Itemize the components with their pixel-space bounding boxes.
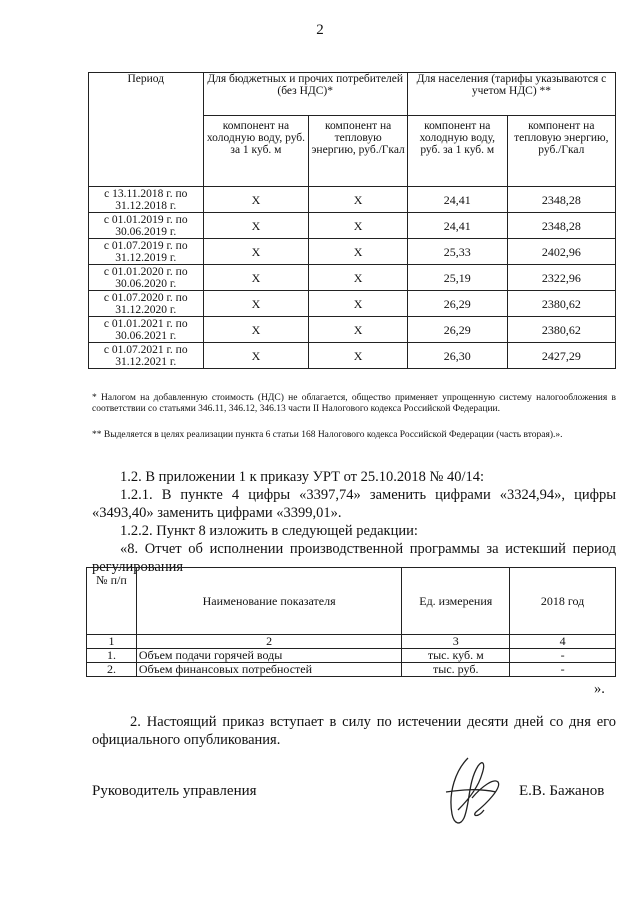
header-pop-heat: компонент на тепловую энергию, руб./Гкал	[507, 116, 615, 187]
row-budget-cold: X	[203, 291, 309, 317]
row-budget-heat: X	[309, 343, 408, 369]
col-number-4: 4	[510, 635, 616, 649]
row-unit: тыс. руб.	[402, 663, 510, 677]
table-row	[89, 213, 616, 239]
row-budget-heat: X	[309, 187, 408, 213]
footnote-tax-code: ** Выделяется в целях реализации пункта 6 статьи 168 Налогового кодекса Российской Федерации (часть вторая).».	[92, 430, 563, 440]
header-unit: Ед. измерения	[402, 568, 510, 635]
paragraph-2: 2. Настоящий приказ вступает в силу по истечении десяти дней со дня его официального опубликования.	[92, 714, 616, 748]
table-row	[89, 265, 616, 291]
row-period: с 01.07.2019 г. по 31.12.2019 г.	[89, 239, 204, 265]
header-population-group: Для населения (тарифы указываются с учетом НДС) **	[407, 73, 615, 116]
row-budget-heat: X	[309, 265, 408, 291]
row-pop-cold: 24,41	[407, 187, 507, 213]
report-table	[86, 567, 616, 677]
table-row	[87, 663, 616, 677]
row-budget-cold: X	[203, 265, 309, 291]
tariff-table	[88, 72, 616, 369]
row-pop-cold: 26,29	[407, 317, 507, 343]
row-num: 1.	[87, 649, 137, 663]
col-number-2: 2	[136, 635, 401, 649]
header-budget-group: Для бюджетных и прочих потребителей (без НДС)*	[203, 73, 407, 116]
row-num: 2.	[87, 663, 137, 677]
header-year: 2018 год	[510, 568, 616, 635]
row-budget-heat: X	[309, 291, 408, 317]
header-period: Период	[89, 73, 204, 187]
row-budget-cold: X	[203, 213, 309, 239]
row-pop-heat: 2402,96	[507, 239, 615, 265]
row-budget-cold: X	[203, 343, 309, 369]
row-indicator: Объем подачи горячей воды	[136, 649, 401, 663]
col-number-1: 1	[87, 635, 137, 649]
row-indicator: Объем финансовых потребностей	[136, 663, 401, 677]
row-pop-cold: 24,41	[407, 213, 507, 239]
row-budget-cold: X	[203, 239, 309, 265]
row-period: с 01.07.2020 г. по 31.12.2020 г.	[89, 291, 204, 317]
table-row	[89, 187, 616, 213]
handwritten-signature	[438, 752, 508, 832]
row-year: -	[510, 649, 616, 663]
footnote-vat: * Налогом на добавленную стоимость (НДС) не облагается, общество применяет упрощенную систему налогообложения в соответствии со статьями 346.11, 346.12, 346.13 части II Налогового кодекса Российской Федерации.	[92, 393, 616, 414]
paragraph-item-8: «8. Отчет об исполнении производственной программы за истекший период регулирования	[92, 541, 616, 575]
row-pop-heat: 2380,62	[507, 291, 615, 317]
paragraph-1-2-2: 1.2.2. Пункт 8 изложить в следующей редакции:	[120, 523, 418, 539]
row-period: с 13.11.2018 г. по 31.12.2018 г.	[89, 187, 204, 213]
col-number-3: 3	[402, 635, 510, 649]
row-pop-cold: 25,33	[407, 239, 507, 265]
header-num: № п/п	[87, 568, 137, 635]
row-pop-cold: 26,29	[407, 291, 507, 317]
closing-quote: ».	[594, 681, 605, 697]
row-pop-cold: 25,19	[407, 265, 507, 291]
row-pop-heat: 2322,96	[507, 265, 615, 291]
row-period: с 01.01.2019 г. по 30.06.2019 г.	[89, 213, 204, 239]
table-row	[87, 649, 616, 663]
row-year: -	[510, 663, 616, 677]
header-budget-heat: компонент на тепловую энергию, руб./Гкал	[309, 116, 408, 187]
signatory-position: Руководитель управления	[92, 783, 257, 799]
table-row	[89, 317, 616, 343]
row-period: с 01.07.2021 г. по 31.12.2021 г.	[89, 343, 204, 369]
row-period: с 01.01.2020 г. по 30.06.2020 г.	[89, 265, 204, 291]
row-budget-heat: X	[309, 317, 408, 343]
header-budget-cold: компонент на холодную воду, руб. за 1 куб. м	[203, 116, 309, 187]
page-number: 2	[316, 22, 324, 38]
signatory-name: Е.В. Бажанов	[519, 783, 605, 799]
row-pop-heat: 2348,28	[507, 213, 615, 239]
row-budget-heat: X	[309, 239, 408, 265]
row-pop-heat: 2348,28	[507, 187, 615, 213]
row-pop-cold: 26,30	[407, 343, 507, 369]
table-row	[89, 343, 616, 369]
paragraph-1-2: 1.2. В приложении 1 к приказу УРТ от 25.10.2018 № 40/14:	[120, 469, 485, 485]
row-pop-heat: 2380,62	[507, 317, 615, 343]
row-budget-cold: X	[203, 187, 309, 213]
table-row	[89, 291, 616, 317]
row-period: с 01.01.2021 г. по 30.06.2021 г.	[89, 317, 204, 343]
row-unit: тыс. куб. м	[402, 649, 510, 663]
header-indicator: Наименование показателя	[136, 568, 401, 635]
header-pop-cold: компонент на холодную воду, руб. за 1 куб. м	[407, 116, 507, 187]
row-budget-cold: X	[203, 317, 309, 343]
paragraph-1-2-1: 1.2.1. В пункте 4 цифры «3397,74» заменить цифрами «3324,94», цифры «3493,40» заменить цифрами «3399,01».	[92, 487, 616, 521]
table-row	[89, 239, 616, 265]
row-budget-heat: X	[309, 213, 408, 239]
row-pop-heat: 2427,29	[507, 343, 615, 369]
